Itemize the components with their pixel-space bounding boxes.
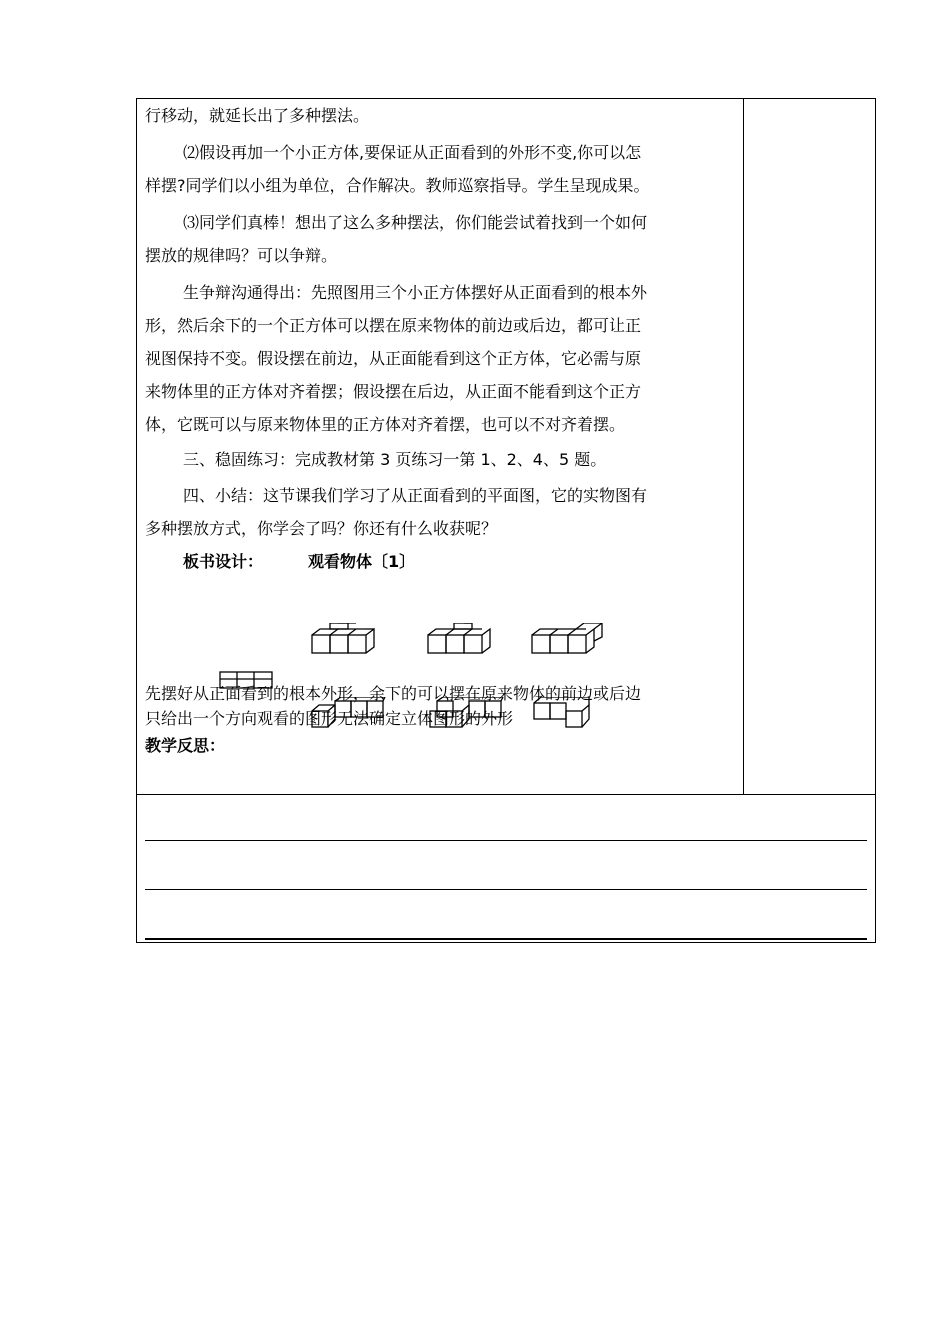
writing-line-3 xyxy=(145,938,867,940)
paragraph-4-line-4: 来物体里的正方体对齐着摆；假设摆在后边，从正面不能看到这个正方 xyxy=(145,382,642,401)
writing-line-2 xyxy=(145,889,867,890)
paragraph-5: 三、稳固练习：完成教材第 3 页练习一第 1、2、4、5 题。 xyxy=(183,450,607,469)
column-divider xyxy=(743,99,744,794)
board-design-title: 观看物体〔1〕 xyxy=(308,552,416,571)
paragraph-4-line-5: 体，它既可以与原来物体里的正方体对齐着摆，也可以不对齐着摆。 xyxy=(145,415,626,434)
paragraph-4-line-3: 视图保持不变。假设摆在前边，从正面能看到这个正方体，它必需与原 xyxy=(145,349,642,368)
paragraph-2-line-2: 样摆?同学们以小组为单位，合作解决。教师巡察指导。学生呈现成果。 xyxy=(145,176,650,195)
paragraph-4-line-2: 形，然后余下的一个正方体可以摆在原来物体的前边或后边，都可让正 xyxy=(145,316,642,335)
lesson-table xyxy=(136,98,876,943)
cube-figure-2 xyxy=(427,623,493,659)
paragraph-3-line-1: ⑶同学们真棒！想出了这么多种摆法，你们能尝试着找到一个如何 xyxy=(183,213,648,232)
reflection-label: 教学反思： xyxy=(145,736,226,755)
cube-figure-1 xyxy=(311,623,377,659)
board-line-1: 先摆好从正面看到的根本外形，余下的可以摆在原来物体的前边或后边 xyxy=(145,684,642,703)
paragraph-3-line-2: 摆放的规律吗？可以争辩。 xyxy=(145,246,338,265)
writing-line-1 xyxy=(145,840,867,841)
board-design-label: 板书设计： xyxy=(183,552,264,571)
row-divider xyxy=(137,794,875,795)
paragraph-6-line-2: 多种摆放方式，你学会了吗？你还有什么收获呢？ xyxy=(145,519,498,538)
board-line-2: 只给出一个方向观看的图形无法确定立体图形的外形 xyxy=(145,709,514,728)
cube-figure-3 xyxy=(531,623,605,659)
paragraph-4-line-1: 生争辩沟通得出：先照图用三个小正方体摆好从正面看到的根本外 xyxy=(183,283,648,302)
paragraph-6-line-1: 四、小结：这节课我们学习了从正面看到的平面图，它的实物图有 xyxy=(183,486,648,505)
paragraph-2-line-1: ⑵假设再加一个小正方体,要保证从正面看到的外形不变,你可以怎 xyxy=(183,143,642,162)
paragraph-1: 行移动，就延长出了多种摆法。 xyxy=(145,106,370,125)
